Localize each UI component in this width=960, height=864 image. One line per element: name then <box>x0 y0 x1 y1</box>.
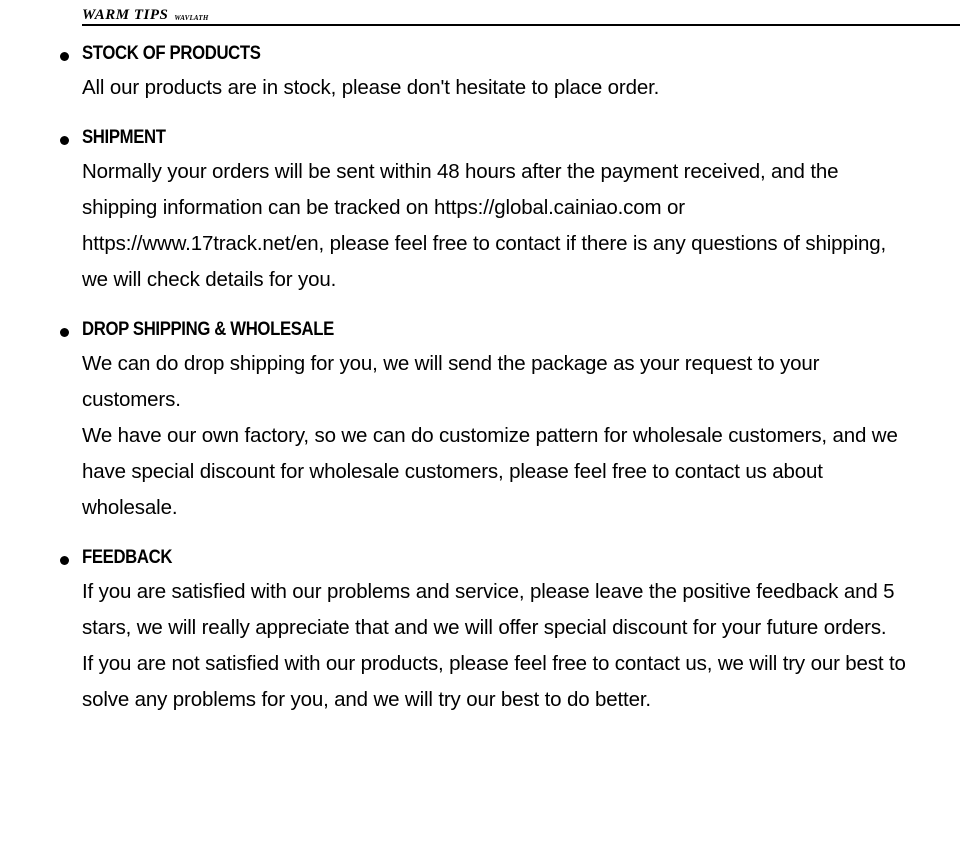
section-stock-of-products <box>82 44 920 106</box>
bullet-icon <box>60 556 69 565</box>
page-header <box>0 0 960 26</box>
section-paragraph: If you are satisfied with our problems and service, please leave the positive feedback and 5 stars, we will really appreciate that and we will offer special discount for your future orders. <box>82 579 895 639</box>
section-heading: DROP SHIPPING & WHOLESALE <box>82 318 334 340</box>
tips-list <box>0 26 960 718</box>
section-paragraph: We can do drop shipping for you, we will send the package as your request to your customers. <box>82 351 820 411</box>
section-shipment <box>82 128 920 298</box>
section-paragraph: All our products are in stock, please don't hesitate to place order. <box>82 75 660 99</box>
section-heading: STOCK OF PRODUCTS <box>82 43 261 64</box>
page-title: WARM TIPS <box>82 7 169 23</box>
section-paragraph: We have our own factory, so we can do customize pattern for wholesale customers, and we have special discount for wholesale customers, please feel free to contact us about wholesale. <box>82 423 898 519</box>
bullet-icon <box>60 328 69 337</box>
header-divider <box>82 24 960 26</box>
section-paragraph: Normally your orders will be sent within 48 hours after the payment received, and the shipping information can be tracked on https://global.cainiao.com or https://www.17track.net/en, please feel free to contact if there is any questions of shipping, we will check details for you. <box>82 159 887 291</box>
brand-name: WAVLATH <box>174 14 209 22</box>
section-drop-shipping-wholesale <box>82 320 920 526</box>
section-heading: FEEDBACK <box>82 546 173 568</box>
section-feedback <box>82 548 920 718</box>
section-paragraph: If you are not satisfied with our products, please feel free to contact us, we will try our best to solve any problems for you, and we will try our best to do better. <box>82 651 906 711</box>
bullet-icon <box>60 136 69 145</box>
bullet-icon <box>60 52 69 61</box>
section-heading: SHIPMENT <box>82 126 166 148</box>
